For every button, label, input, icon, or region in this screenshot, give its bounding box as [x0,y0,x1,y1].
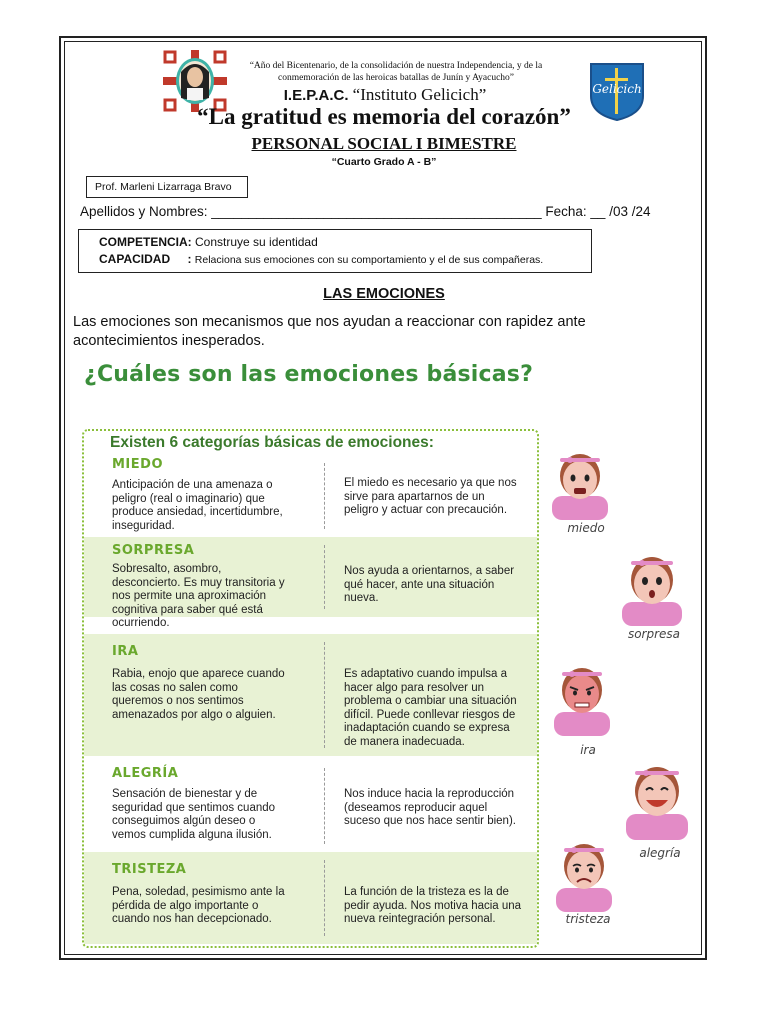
institution-fullname: “Instituto Gelicich” [352,85,487,104]
row-divider [324,545,325,609]
emotion-title: ALEGRÍA [112,766,179,781]
emotion-row-tristeza [84,852,537,944]
emotion-description: Sensación de bienestar y de seguridad que sentimos cuando conseguimos algún deseo o vemos cumplida alguna ilusión. [112,788,276,841]
joy-face-icon [622,758,692,840]
teacher-box: Prof. Marleni Lizarraga Bravo [86,176,248,198]
row-divider [324,768,325,844]
grade-label: “Cuarto Grado A - B” [331,156,437,168]
emotion-description: Anticipación de una amenaza o peligro (real o imaginario) que produce ansiedad, incertidumbre, inseguridad. [112,479,283,532]
competencia-row [99,235,318,249]
student-name-date-line[interactable]: Apellidos y Nombres: ____________________________________________ Fecha: __ /03 /24 [80,204,651,219]
face-label: sorpresa [627,627,681,641]
emotion-function: Nos ayuda a orientarnos, a saber qué hacer, ante una situación nueva. [344,565,515,604]
row-divider [324,463,325,529]
table-heading: Existen 6 categorías básicas de emociones: [110,434,434,451]
question-heading: ¿Cuáles son las emociones básicas? [84,362,534,387]
face-label: tristeza [565,912,611,926]
face-skin [567,851,601,889]
emotion-row-ira [84,634,537,756]
sadness-face-icon [552,836,616,912]
row-divider [324,642,325,748]
emotion-description: Pena, soledad, pesimismo ante la pérdida de algo importante o cuando nos han decepcionado. [112,886,285,925]
competencia-value: Construye su identidad [195,235,318,249]
course-title: PERSONAL SOCIAL I BIMESTRE [251,134,517,153]
emotion-title: MIEDO [112,457,163,472]
row-divider [324,860,325,936]
capacidad-separator: : [187,252,192,266]
institution-abbr: I.E.P.A.C. [283,87,349,104]
section-title: LAS EMOCIONES [323,286,445,302]
emotion-function: Nos induce hacia la reproducción (deseamos reproducir aquel suceso que nos hace sentir bien). [344,788,516,827]
face-label: miedo [567,521,605,535]
face-label: ira [580,743,596,757]
emotion-description: Rabia, enojo que aparece cuando las cosas no salen como queremos o nos sentimos amenazados por algo o alguien. [112,668,285,721]
emotion-title: TRISTEZA [112,862,187,877]
emotion-function: La función de la tristeza es la de pedir ayuda. Nos motiva hacia una nueva reintegración personal. [344,886,522,925]
emotion-row-sorpresa [84,537,537,629]
competencia-label: COMPETENCIA: [99,235,192,249]
header-motto: “Año del Bicentenario, de la consolidación de nuestra Independencia, y de la conmemoración de las heroicas batallas de Junín y Ayacucho” [249,61,543,83]
emotion-title: IRA [112,644,139,659]
capacidad-value: Relaciona sus emociones con su comportamiento y el de sus compañeras. [194,254,544,266]
emotion-row-alegria [84,760,537,852]
fear-face-icon [548,446,612,520]
institution-name [200,85,570,105]
face-label: alegría [639,846,681,860]
competency-box [78,229,592,273]
emotion-description: Sobresalto, asombro, desconcierto. Es muy transitoria y nos permite una aproximación cognitiva para saber qué está ocurriendo. [112,563,285,629]
emotion-function: Es adaptativo cuando impulsa a hacer algo para resolver un problema o cambiar una situación difícil. Puede conllevar riesgos de inadaptación cuando se expresa de manera inadecuada. [344,668,517,748]
anger-face-icon [550,660,614,736]
surprise-face-icon [618,548,686,626]
slogan: “La gratitud es memoria del corazón” [197,104,571,129]
emotion-function: El miedo es necesario ya que nos sirve para apartarnos de un peligro y actuar con precaución. [344,477,517,516]
emotion-row-miedo [84,455,537,537]
capacidad-row [99,252,543,266]
face-skin [638,774,676,816]
intro-paragraph: Las emociones son mecanismos que nos ayudan a reaccionar con rapidez ante acontecimientos inesperados. [73,314,586,349]
emotion-title: SORPRESA [112,543,195,558]
logo-text: Gelicich [592,82,642,96]
capacidad-label: CAPACIDAD [99,252,171,266]
